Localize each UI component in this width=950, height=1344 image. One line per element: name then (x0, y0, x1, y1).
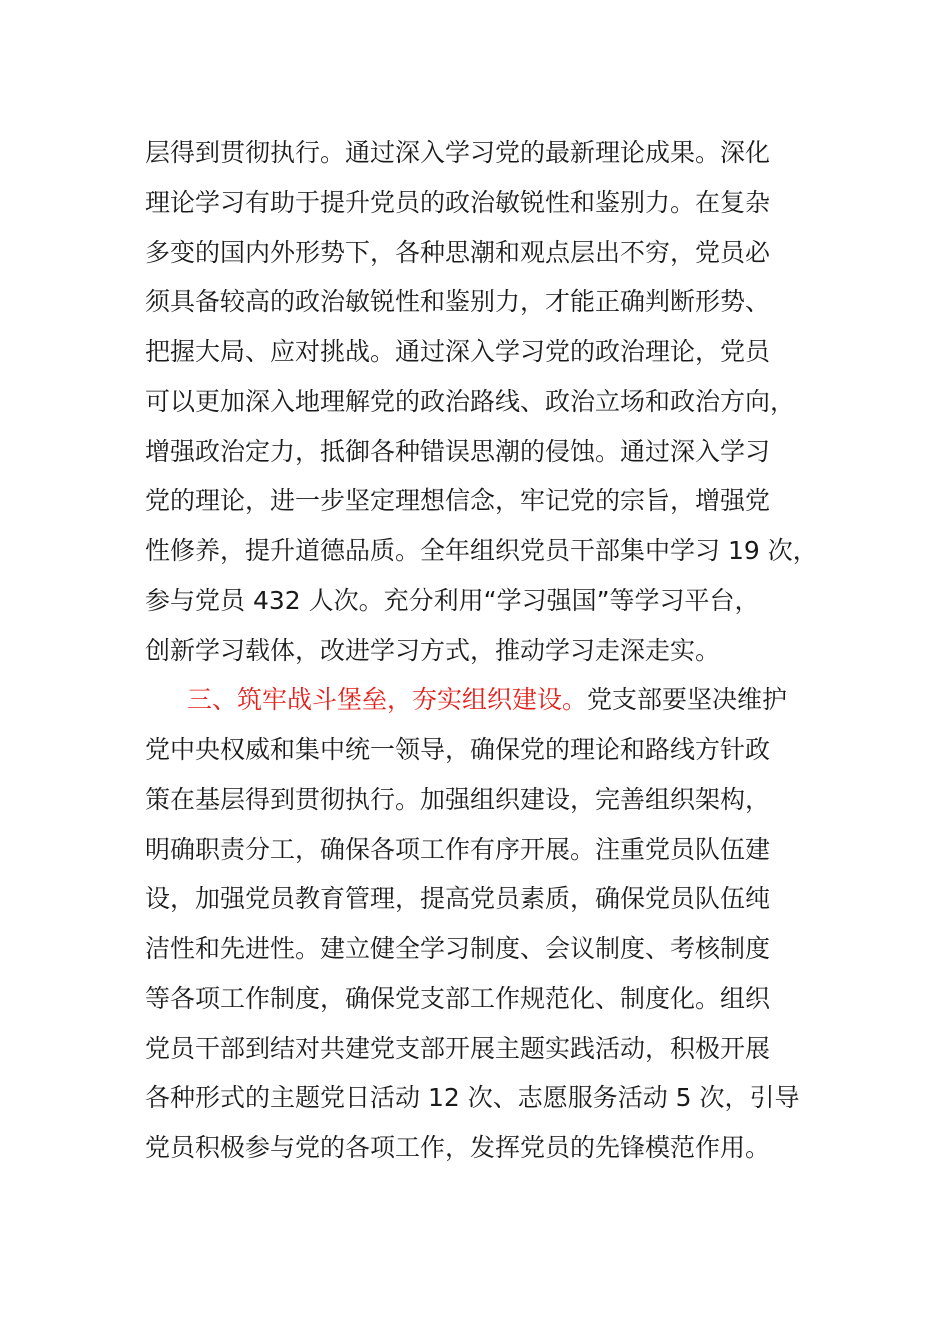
paragraph-line: 须具备较高的政治敏锐性和鉴别力，才能正确判断形势、 (145, 287, 771, 317)
paragraph-line: 党中央权威和集中统一领导，确保党的理论和路线方针政 (145, 735, 771, 764)
paragraph-line: 设，加强党员教育管理，提高党员素质，确保党员队伍纯 (145, 884, 771, 914)
section-3-first-line (145, 675, 835, 725)
paragraph-line: 多变的国内外形势下，各种思潮和观点层出不穷，党员必 (145, 237, 771, 267)
paragraph-line: 等各项工作制度，确保党支部工作规范化、制度化。组织 (145, 983, 771, 1013)
paragraph-line: 参与党员 432 人次。充分利用“学习强国”等学习平台， (145, 585, 760, 615)
body-text (145, 128, 835, 1173)
paragraph-line: 党的理论，进一步坚定理想信念，牢记党的宗旨，增强党 (145, 486, 771, 516)
paragraph-line: 性修养，提升道德品质。全年组织党员干部集中学习 19 次， (145, 536, 818, 565)
section-3-first-line-rest: 党支部要坚决维护 (587, 685, 788, 715)
paragraph-line: 明确职责分工，确保各项工作有序开展。注重党员队伍建 (145, 834, 771, 864)
paragraph-line: 党员干部到结对共建党支部开展主题实践活动，积极开展 (145, 1033, 771, 1063)
paragraph-line: 把握大局、应对挑战。通过深入学习党的政治理论，党员 (145, 337, 771, 366)
paragraph-line: 党员积极参与党的各项工作，发挥党员的先锋模范作用。 (145, 1133, 771, 1162)
paragraph-line: 可以更加深入地理解党的政治路线、政治立场和政治方向， (145, 386, 796, 416)
section-3-heading: 三、筑牢战斗堡垒，夯实组织建设。 (187, 685, 588, 715)
paragraph-line: 策在基层得到贯彻执行。加强组织建设，完善组织架构， (145, 784, 771, 814)
paragraph-line: 理论学习有助于提升党员的政治敏锐性和鉴别力。在复杂 (145, 187, 771, 217)
paragraph-line: 各种形式的主题党日活动 12 次、志愿服务活动 5 次，引导 (145, 1083, 800, 1113)
paragraph-line: 创新学习载体，改进学习方式，推动学习走深走实。 (145, 635, 721, 665)
paragraph-line: 增强政治定力，抵御各种错误思潮的侵蚀。通过深入学习 (145, 436, 771, 466)
paragraph-line: 洁性和先进性。建立健全学习制度、会议制度、考核制度 (145, 934, 771, 963)
paragraph-line: 层得到贯彻执行。通过深入学习党的最新理论成果。深化 (145, 138, 771, 167)
